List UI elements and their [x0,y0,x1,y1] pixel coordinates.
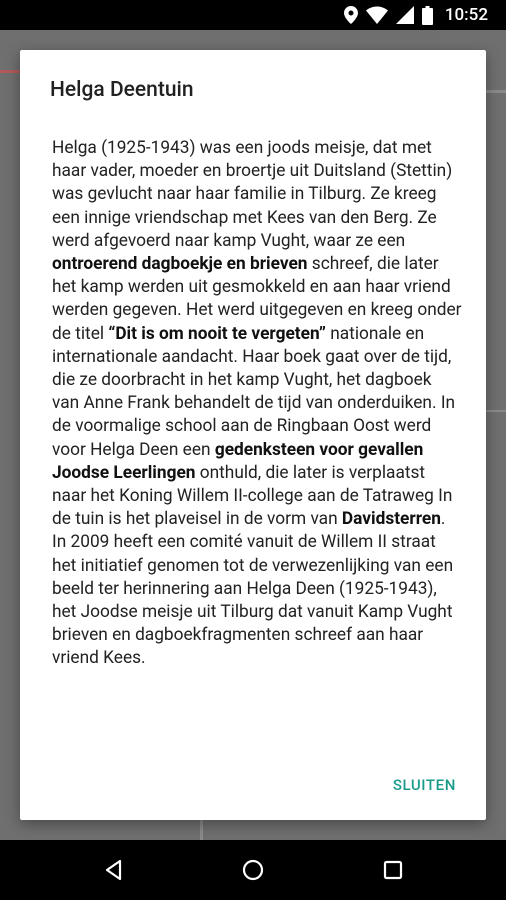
close-button[interactable]: SLUITEN [392,776,456,794]
map-road [486,90,506,93]
dialog-body[interactable] [52,137,462,749]
body-text-bold: ontroerend dagboekje en brieven [52,254,308,275]
info-dialog [20,50,486,820]
body-text-bold: Davidsterren [341,509,441,530]
recents-icon[interactable] [379,856,407,884]
navigation-bar [0,840,506,900]
status-icons [344,4,488,26]
home-icon[interactable] [239,856,267,884]
battery-icon [422,6,433,25]
body-text: Helga (1925-1943) was een joods meisje, dat met haar vader, moeder en broertje uit Duitsland (Stettin) was gevlucht naar haar familie in Tilburg. Ze kreeg een innige vriendschap met Kees van den Berg. Ze werd afgevoerd naar kamp Vught, waar ze een [52,138,453,251]
body-text: schreef, die later het kamp werden uit gesmokkeld en aan haar vriend werden gegeven. Het werd uitgegeven en kreeg onder de titel [52,254,462,344]
signal-icon [396,6,414,24]
body-text-bold: “Dit is om nooit te vergeten” [108,323,326,344]
body-text-bold: gedenksteen voor gevallen Joodse Leerlingen [52,439,424,483]
map-road [486,410,506,412]
back-icon[interactable] [100,856,128,884]
map-road [0,70,20,73]
status-bar [0,0,506,30]
map-road [200,820,203,840]
dialog-title: Helga Deentuin [50,78,194,102]
body-text: . In 2009 heeft een comité vanuit de Willem II straat het initiatief genomen tot de verwezenlijking van een beeld ter herinnering aan Helga Deen (1925-1943), het Joodse meisje uit Tilburg dat vanuit Kamp Vught brieven en dagboekfragmenten schreef aan haar vriend Kees. [52,509,454,669]
body-text: onthuld, die later is verplaatst naar het Koning Willem II-college aan de Tatraweg In de tuin is het plaveisel in de vorm van [52,462,453,530]
location-icon [344,6,358,24]
clock: 10:52 [444,5,488,25]
body-text: nationale en internationale aandacht. Haar boek gaat over de tijd, die ze doorbracht in het kamp Vught, het dagboek van Anne Frank behandelt de tijd van onderduiken. In de voormalige school aan de Ringbaan Oost werd voor Helga Deen een [52,323,456,460]
wifi-icon [366,6,388,24]
